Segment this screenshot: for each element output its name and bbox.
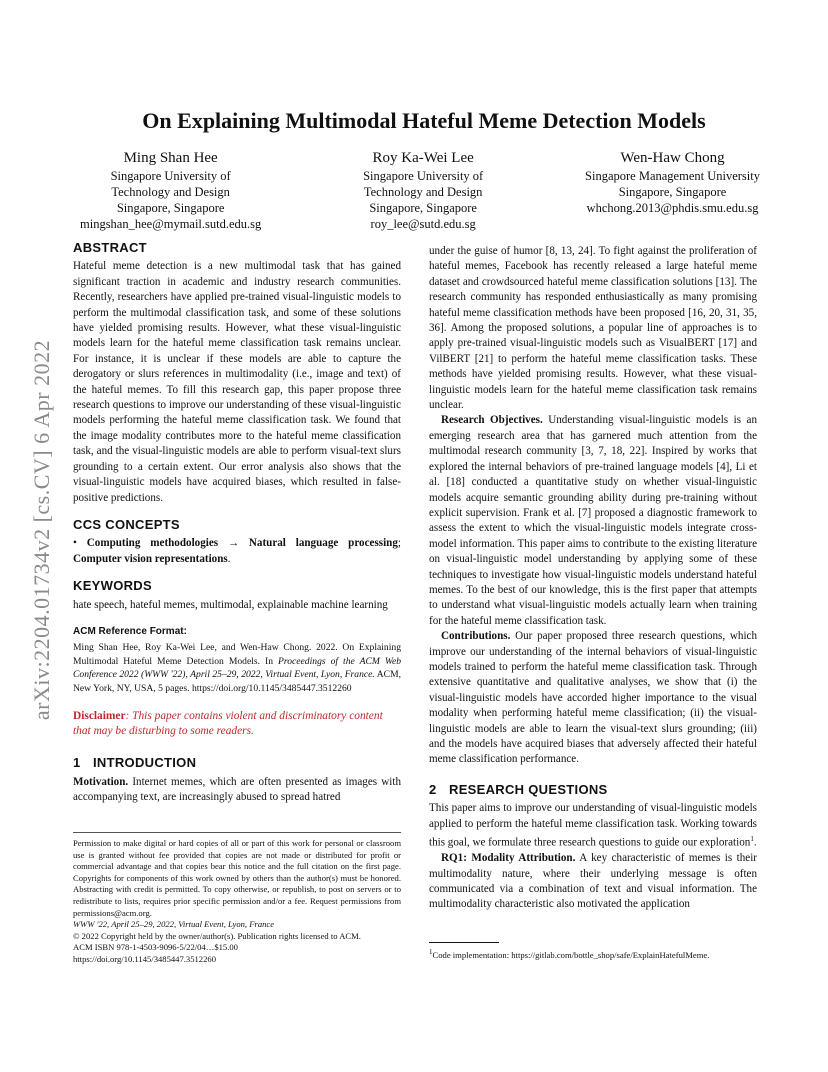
author-1 — [80, 148, 261, 232]
intro-continued: under the guise of humor [8, 13, 24]. To fight against the proliferation of hateful memes, Facebook has recently released a large hateful meme dataset and crowdsourced hateful meme classification solutions [13]. The research community has responded enthusiastically as many promising hateful meme classification methods have been proposed [16, 20, 31, 35, 36]. Among the proposed solutions, a popular line of approaches is to apply pre-trained visual-linguistic models such as VisualBERT [17] and VilBERT [21] to perform the hateful meme classification tasks. These methods have yielded promising results. However, what these visual-linguistic models learn for the hateful meme classification task remains unclear. — [429, 245, 757, 412]
paper-title: On Explaining Multimodal Hateful Meme Detection Models — [142, 108, 706, 133]
disclaimer — [73, 709, 401, 739]
author-name: Wen-Haw Chong — [620, 150, 725, 166]
contributions-paragraph: Contributions. Our paper proposed three research questions, which improve our understanding of the internal behaviors of visual-linguistic models trained to perform the hateful meme classification task. Through extensive quantitative and qualitative analyses, we show that (i) the visual-linguistic models have accorded higher importance to the visual modality when performing hateful meme classification; (ii) the visual-linguistic models are able to learn the visual-text slurs grounding; (iii) and the models have acquired biases that adversely affected their hateful meme classification performance. — [429, 630, 757, 766]
motivation-paragraph: Motivation. Internet memes, which are often presented as images with accompanying text, are increasingly abused to spread hatred — [73, 775, 401, 804]
footnote-rule — [429, 942, 499, 943]
footnote-text: $^1$Code implementation: https://gitlab.com/bottle_shop/safe/ExplainHatefulMeme. — [429, 948, 710, 960]
acm-venue: Proceedings of the ACM Web Conference 2022 (WWW '22), April 25–29, 2022, Virtual Event, Lyon, France. — [73, 655, 401, 681]
abstract-section — [73, 240, 401, 506]
research-questions-section — [429, 782, 757, 913]
rq1-paragraph: RQ1: Modality Attribution. A key characteristic of memes is their multimodality nature, where their underlying message is often communicated via a combination of text and visual information. The multimodality characteristic also motivated the application — [429, 852, 757, 911]
ccs-part2: Computer vision representations — [73, 552, 228, 565]
research-questions-heading: 2 RESEARCH QUESTIONS — [429, 781, 608, 797]
author-affiliation: Technology and Design — [111, 185, 230, 199]
conference-line: WWW '22, April 25–29, 2022, Virtual Event, Lyon, France — [73, 919, 275, 930]
author-affiliation: Singapore University of — [110, 169, 231, 183]
author-affiliation: Singapore University of — [363, 169, 484, 183]
author-location: Singapore, Singapore — [618, 185, 727, 199]
disclaimer-text: : This paper contains violent and discriminatory content that may be disturbing to some readers. — [73, 710, 383, 738]
author-location: Singapore, Singapore — [369, 201, 477, 215]
arxiv-id: arXiv:2204.01734v2 [cs.CV] 6 Apr 2022 — [29, 339, 54, 721]
author-location: Singapore, Singapore — [116, 201, 225, 215]
ccs-section — [73, 517, 401, 567]
author-affiliation: Technology and Design — [363, 185, 483, 199]
author-2 — [363, 148, 483, 232]
right-column — [429, 244, 757, 924]
abstract-heading: ABSTRACT — [73, 240, 147, 255]
keywords-heading: KEYWORDS — [73, 578, 152, 594]
keywords-text: hate speech, hateful memes, multimodal, explainable machine learning — [73, 598, 388, 611]
acm-format-heading: ACM Reference Format: — [73, 625, 187, 637]
rq-intro: This paper aims to improve our understanding of visual-linguistic models applied to perform the hateful meme classification task. Working towards this goal, we formulate three research questions to guide our exploration$^1$. — [429, 802, 757, 849]
author-email: mingshan_hee@mymail.sutd.edu.sg — [80, 217, 262, 231]
author-email: whchong.2013@phdis.smu.edu.sg — [586, 201, 759, 215]
arxiv-sidebar-stamp — [22, 290, 62, 770]
acm-reference-format — [73, 624, 401, 695]
footnote-divider — [73, 832, 401, 833]
footnote — [429, 942, 757, 961]
keywords-section — [73, 578, 401, 613]
ccs-heading: CCS CONCEPTS — [73, 516, 180, 532]
permission-text: Permission to make digital or hard copies of all or part of this work for personal or classroom use is granted without fee provided that copies are not made or distributed for profit or commercial advantage and that copies bear this notice and the full citation on the first page. Copyrights for components of this work owned by others than the author(s) must be honored. Abstracting with credit is permitted. To copy otherwise, or republish, to post on servers or to redistribute to lists, requires prior specific permission and/or a fee. Request permissions from permissions@acm.org. — [73, 838, 401, 918]
left-column — [73, 240, 401, 817]
author-name: Roy Ka-Wei Lee — [372, 150, 474, 166]
author-email: roy_lee@sutd.edu.sg — [370, 217, 476, 231]
ccs-text: • Computing methodologies → Natural language processing; Computer vision representations. — [73, 537, 401, 565]
author-name: Ming Shan Hee — [123, 150, 218, 166]
introduction-heading: 1 INTRODUCTION — [73, 755, 197, 771]
author-block — [80, 148, 760, 232]
disclaimer-label: Disclaimer — [73, 710, 126, 723]
abstract-text: Hateful meme detection is a new multimodal task that has gained significant traction in academic and industry research communities. Recently, researchers have applied pre-trained visual-linguistic models to perform the multimodal classification task, and some of these solutions have yielded promising results. However, what these visual-linguistic models learn for the hateful meme classification task remains unclear. For instance, it is unclear if these models are able to capture the derogatory or slurs references in multimodality (i.e., image and text) of the hateful memes. To fill this research gap, this paper propose three research questions to improve our understanding of these visual-linguistic models performing the hateful meme classification task. We found that the image modality contributes more to the hateful meme classification task, and the visual-linguistic models are able to perform visual-text slurs grounding to a certain extent. Our error analysis also shows that the visual-linguistic models have acquired biases, which resulted in false-positive predictions. — [73, 260, 401, 504]
acm-format-text: Ming Shan Hee, Roy Ka-Wei Lee, and Wen-Haw Chong. 2022. On Explaining Multimodal Hateful Meme Detection Models. In Proceedings of the ACM Web Conference 2022 (WWW '22), April 25–29, 2022, Virtual Event, Lyon, France. ACM, New York, NY, USA, 5 pages. https://doi.org/10.1145/3485447.3512260 — [73, 642, 402, 694]
copyright-line: © 2022 Copyright held by the owner/author(s). Publication rights licensed to ACM. — [73, 930, 361, 941]
permission-block — [73, 838, 401, 966]
author-3 — [585, 148, 760, 232]
isbn-line: ACM ISBN 978-1-4503-9096-5/22/04…$15.00 — [73, 942, 238, 953]
research-objectives-paragraph: Research Objectives. Understanding visual-linguistic models is an emerging research area that has garnered much attention from the multimodal research community [3, 7, 18, 22]. Inspired by works that explored the internal behaviors of pre-trained language models [4], Li et al. [18] conducted a quantitative study on whether visual-linguistic models acquire semantic grounding ability during pre-training without explicit supervision. Frank et al. [7] proposed a diagnostic framework to assess the extent to which the visual-linguistic models integrate cross-model information. This paper aims to contribute to the existing literature on visual-linguistic model understanding by applying some of these techniques to investigate how visual-linguistic models understand hateful memes. To the best of our knowledge, this is the first paper that attempts to understand what visual-linguistic models actually learn when training for the hateful meme classification task. — [429, 414, 757, 627]
ccs-part1: Computing methodologies → Natural language processing — [86, 537, 398, 550]
doi-line: https://doi.org/10.1145/3485447.3512260 — [73, 953, 216, 964]
author-affiliation: Singapore Management University — [585, 169, 760, 183]
introduction-section — [73, 755, 401, 805]
